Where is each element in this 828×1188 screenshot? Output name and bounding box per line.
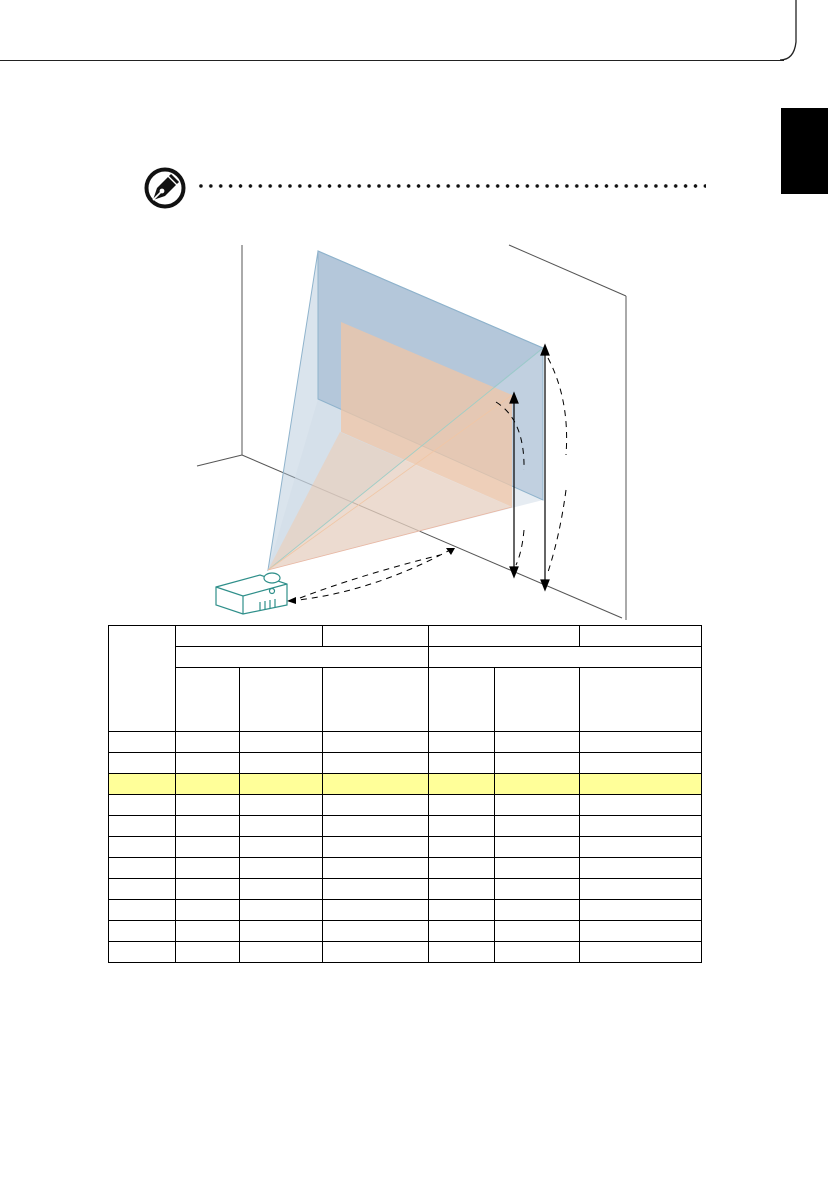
table-cell (580, 942, 702, 963)
table-cell (429, 774, 495, 795)
table-cell (429, 816, 495, 837)
table-cell (176, 942, 240, 963)
table-cell (495, 774, 580, 795)
table-cell (429, 942, 495, 963)
table-cell (240, 858, 323, 879)
table-cell (323, 795, 429, 816)
table-cell (429, 795, 495, 816)
table-cell (176, 921, 240, 942)
table-cell (580, 879, 702, 900)
table-cell (323, 858, 429, 879)
header-cell-distance (109, 626, 176, 732)
table-cell (323, 921, 429, 942)
table-cell (580, 732, 702, 753)
table-cell (176, 795, 240, 816)
header-cell (323, 668, 429, 732)
table-cell (109, 732, 176, 753)
header-cell (323, 626, 429, 647)
header-cell (429, 668, 495, 732)
table-cell (580, 816, 702, 837)
table-cell (176, 753, 240, 774)
table-cell (176, 858, 240, 879)
table-cell (240, 879, 323, 900)
header-cell (580, 626, 702, 647)
table-cell (495, 900, 580, 921)
table-cell (240, 753, 323, 774)
table-row-highlighted (109, 774, 702, 795)
table-row (109, 732, 702, 753)
table-cell (495, 753, 580, 774)
header-cell (176, 668, 240, 732)
table-cell (580, 900, 702, 921)
table-cell (495, 816, 580, 837)
table-cell (109, 816, 176, 837)
table-cell (495, 879, 580, 900)
table-cell (109, 753, 176, 774)
table-cell (240, 816, 323, 837)
table-cell (240, 921, 323, 942)
header-row-1 (109, 626, 702, 647)
header-cell (429, 626, 580, 647)
table-cell (240, 795, 323, 816)
table-row (109, 921, 702, 942)
table-row (109, 942, 702, 963)
table-cell (429, 921, 495, 942)
table-row (109, 753, 702, 774)
table-cell (240, 732, 323, 753)
table-cell (580, 753, 702, 774)
table-cell (323, 753, 429, 774)
header-cell (495, 668, 580, 732)
table-cell (109, 900, 176, 921)
table-cell (429, 858, 495, 879)
table-row (109, 858, 702, 879)
header-cell (580, 668, 702, 732)
table-cell (429, 900, 495, 921)
table-cell (580, 795, 702, 816)
table-cell (580, 774, 702, 795)
table-cell (176, 816, 240, 837)
table-cell (580, 921, 702, 942)
table-cell (495, 942, 580, 963)
table-cell (495, 921, 580, 942)
header-row-2 (109, 647, 702, 668)
projection-distance-table (108, 625, 702, 963)
header-cell (429, 647, 702, 668)
table-cell (176, 732, 240, 753)
table-cell (176, 879, 240, 900)
table-cell (176, 774, 240, 795)
table-cell (429, 753, 495, 774)
table-cell (580, 837, 702, 858)
table-cell (109, 942, 176, 963)
header-cell (240, 668, 323, 732)
table-cell (240, 837, 323, 858)
table-cell (580, 858, 702, 879)
table-row (109, 900, 702, 921)
table-cell (495, 795, 580, 816)
table-cell (323, 879, 429, 900)
table-cell (109, 858, 176, 879)
header-row-3 (109, 668, 702, 732)
table-cell (429, 732, 495, 753)
table-cell (323, 774, 429, 795)
table-cell (429, 879, 495, 900)
table-cell (109, 795, 176, 816)
table-cell (109, 879, 176, 900)
table-cell (176, 837, 240, 858)
table-row (109, 795, 702, 816)
table-cell (240, 942, 323, 963)
table-cell (495, 858, 580, 879)
table-cell (240, 774, 323, 795)
table-cell (495, 732, 580, 753)
table-cell (323, 732, 429, 753)
table-cell (323, 900, 429, 921)
table-cell (323, 942, 429, 963)
table-cell (109, 774, 176, 795)
table-cell (323, 816, 429, 837)
table-cell (109, 837, 176, 858)
table-row (109, 816, 702, 837)
table-cell (495, 837, 580, 858)
table-cell (176, 900, 240, 921)
header-cell (176, 647, 429, 668)
table-cell (240, 900, 323, 921)
header-cell (176, 626, 323, 647)
table-cell (109, 921, 176, 942)
table-row (109, 879, 702, 900)
table-row (109, 837, 702, 858)
table-body (109, 732, 702, 963)
table-cell (429, 837, 495, 858)
table-cell (323, 837, 429, 858)
